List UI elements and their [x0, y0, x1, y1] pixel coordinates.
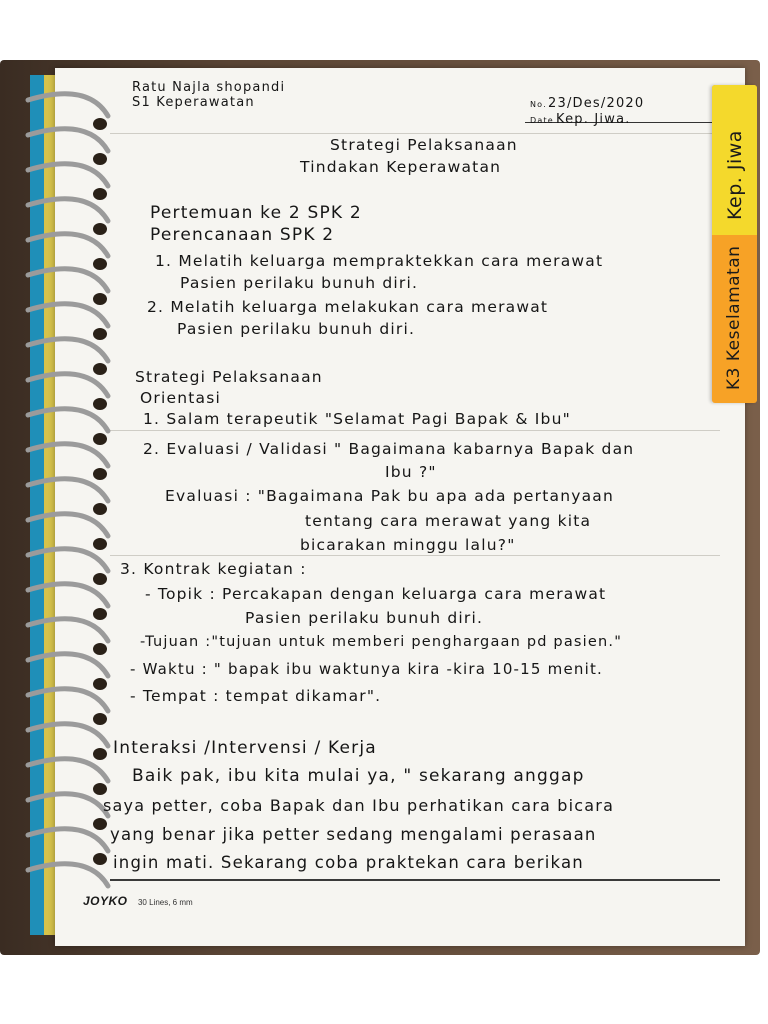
title-line-2: Tindakan Keperawatan	[300, 158, 502, 176]
brand-logo: JOYKO	[83, 894, 128, 908]
study-program: S1 Keperawatan	[132, 95, 255, 110]
evaluasi-line: Evaluasi : "Bagaimana Pak bu apa ada pertanyaan	[165, 487, 615, 505]
pertemuan-line: Pertemuan ke 2 SPK 2	[150, 203, 362, 223]
brand-spec: 30 Lines, 6 mm	[137, 898, 193, 907]
plan-item: 1. Melatih keluarga mempraktekkan cara merawat	[155, 252, 604, 270]
evaluasi-validasi-cont: Ibu ?"	[385, 463, 437, 481]
salam-line: 1. Salam terapeutik "Selamat Pagi Bapak & Ibu"	[143, 410, 571, 428]
topik-cont: Pasien perilaku bunuh diri.	[245, 609, 484, 627]
tujuan-line: -Tujuan :"tujuan untuk memberi penghargaan pd pasien."	[140, 634, 623, 650]
orientasi-heading: Orientasi	[140, 389, 221, 407]
tab-label-kep-jiwa: Kep. Jiwa	[724, 130, 746, 220]
strategi-heading: Strategi Pelaksanaan	[135, 368, 323, 386]
date-label: Date	[530, 116, 554, 125]
tab-label-k3: K3 Keselamatan	[724, 245, 744, 390]
bottom-margin-line	[110, 879, 720, 881]
plan-item: Pasien perilaku bunuh diri.	[180, 274, 419, 292]
tempat-line: - Tempat : tempat dikamar".	[130, 687, 382, 705]
title-line-1: Strategi Pelaksanaan	[330, 136, 518, 154]
waktu-line: - Waktu : " bapak ibu waktunya kira -kira 10-15 menit.	[130, 660, 603, 678]
perencanaan-line: Perencanaan SPK 2	[150, 225, 335, 245]
interaksi-line: saya petter, coba Bapak dan Ibu perhatikan cara bicara	[103, 796, 615, 815]
evaluasi-cont: tentang cara merawat yang kita	[305, 512, 592, 530]
plan-item: Pasien perilaku bunuh diri.	[177, 320, 416, 338]
ruled-line	[110, 430, 720, 431]
evaluasi-cont: bicarakan minggu lalu?"	[300, 536, 516, 554]
kontrak-line: 3. Kontrak kegiatan :	[120, 560, 307, 578]
no-label: No.	[530, 100, 547, 109]
ruled-line	[110, 133, 720, 134]
plan-item: 2. Melatih keluarga melakukan cara merawat	[147, 298, 549, 316]
interaksi-line: ingin mati. Sekarang coba praktekan cara berikan	[113, 853, 584, 872]
interaksi-line: Baik pak, ibu kita mulai ya, " sekarang anggap	[132, 766, 585, 786]
notebook-brand	[83, 892, 193, 910]
interaksi-line: yang benar jika petter sedang mengalami perasaan	[110, 825, 597, 844]
date-value: Kep. Jiwa.	[556, 112, 631, 127]
interaksi-heading: Interaksi /Intervensi / Kerja	[113, 738, 377, 758]
evaluasi-validasi-line: 2. Evaluasi / Validasi " Bagaimana kabarnya Bapak dan	[143, 440, 635, 458]
ruled-line	[110, 555, 720, 556]
topik-line: - Topik : Percakapan dengan keluarga cara merawat	[145, 585, 607, 603]
index-sticky-tab	[712, 85, 757, 403]
no-value: 23/Des/2020	[548, 96, 645, 111]
student-name: Ratu Najla shopandi	[132, 80, 286, 95]
